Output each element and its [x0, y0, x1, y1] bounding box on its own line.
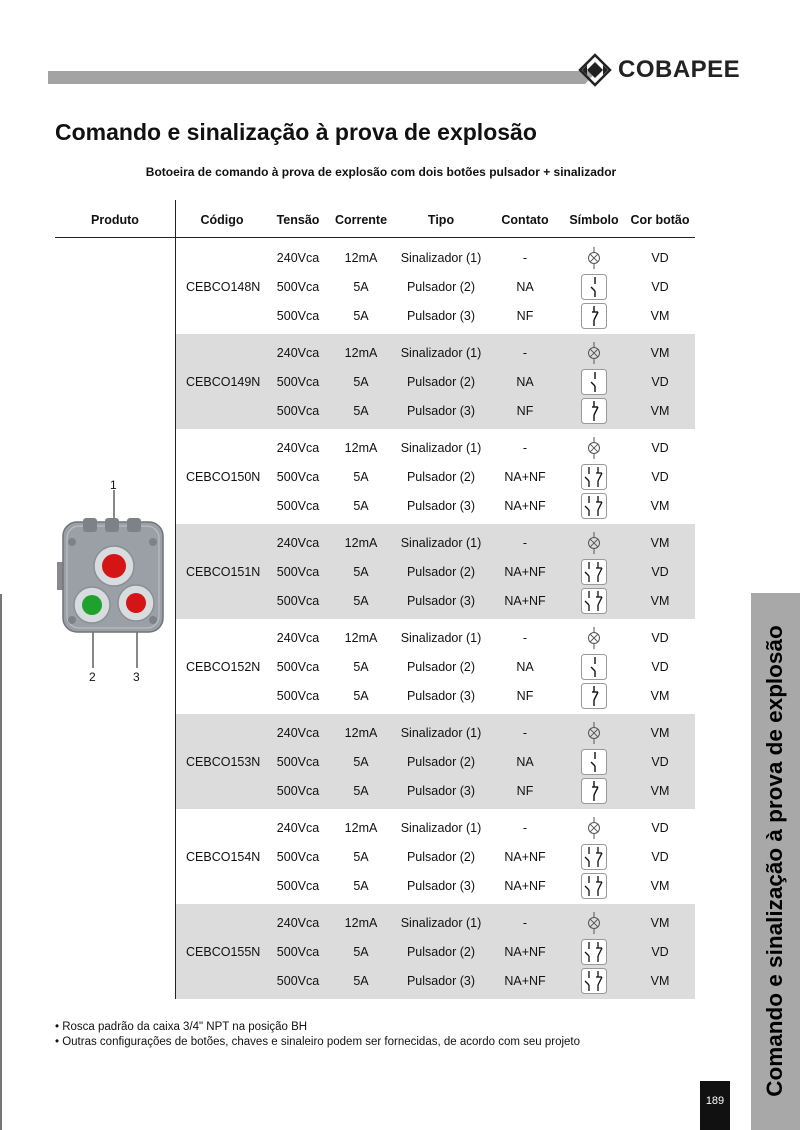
- cell-contato: -: [522, 250, 528, 265]
- product-group: [176, 429, 695, 524]
- lamp-icon: [581, 720, 607, 746]
- cobapee-logo-icon: [578, 53, 612, 87]
- cell-tensao: 240Vca: [276, 630, 320, 645]
- table-row: [176, 491, 695, 520]
- cell-cor: VM: [650, 915, 670, 930]
- col-header-corrente: Corrente: [334, 213, 388, 227]
- cell-tensao: 500Vca: [276, 279, 320, 294]
- footnote-configurations: • Outras configurações de botões, chaves e sinaleiro podem ser fornecidas, de acordo com seu projeto: [55, 1036, 581, 1048]
- cell-cor: VD: [651, 820, 669, 835]
- col-header-cor-botao: Cor botão: [630, 213, 690, 227]
- na-contact-icon: [581, 274, 607, 300]
- cell-corrente: 5A: [353, 783, 369, 798]
- product-code: CEBCO150N: [186, 469, 261, 484]
- red-indicator-lamp-icon: [102, 554, 126, 578]
- header-divider: [55, 237, 695, 238]
- table-row: [176, 813, 695, 842]
- cell-tipo: Sinalizador (1): [400, 345, 482, 360]
- cell-corrente: 5A: [353, 308, 369, 323]
- cell-contato: NA: [516, 279, 534, 294]
- cell-contato: -: [522, 630, 528, 645]
- cell-corrente: 12mA: [344, 535, 378, 550]
- cell-contato: NA: [516, 754, 534, 769]
- cell-corrente: 5A: [353, 498, 369, 513]
- cell-tensao: 500Vca: [276, 688, 320, 703]
- cell-corrente: 12mA: [344, 725, 378, 740]
- product-group: [176, 239, 695, 334]
- cell-tipo: Pulsador (3): [406, 973, 476, 988]
- cell-contato: -: [522, 725, 528, 740]
- na-nf-contact-icon: [581, 559, 607, 585]
- cell-cor: VM: [650, 308, 670, 323]
- cell-cor: VM: [650, 498, 670, 513]
- cell-cor: VM: [650, 688, 670, 703]
- cell-cor: VD: [651, 630, 669, 645]
- cell-tipo: Pulsador (3): [406, 308, 476, 323]
- cell-tipo: Pulsador (2): [406, 374, 476, 389]
- header-bar: [48, 71, 585, 84]
- col-header-tensao: Tensão: [276, 213, 320, 227]
- na-nf-contact-icon: [581, 588, 607, 614]
- nf-contact-icon: [581, 683, 607, 709]
- cell-cor: VM: [650, 783, 670, 798]
- cell-corrente: 5A: [353, 688, 369, 703]
- cell-corrente: 5A: [353, 593, 369, 608]
- table-row: [176, 652, 695, 681]
- cell-tensao: 500Vca: [276, 374, 320, 389]
- cell-corrente: 5A: [353, 279, 369, 294]
- table-row: [176, 776, 695, 805]
- cell-cor: VD: [651, 279, 669, 294]
- lamp-icon: [581, 625, 607, 651]
- cell-contato: NA: [516, 659, 534, 674]
- cell-tensao: 500Vca: [276, 469, 320, 484]
- table-row: [176, 871, 695, 900]
- cell-tensao: 500Vca: [276, 944, 320, 959]
- cell-corrente: 5A: [353, 754, 369, 769]
- product-code: CEBCO154N: [186, 849, 261, 864]
- cell-contato: -: [522, 915, 528, 930]
- nf-contact-icon: [581, 778, 607, 804]
- product-group: [176, 619, 695, 714]
- cell-corrente: 12mA: [344, 250, 378, 265]
- product-group: [176, 714, 695, 809]
- callout-2: 2: [89, 670, 96, 684]
- cell-tensao: 240Vca: [276, 725, 320, 740]
- cell-tensao: 240Vca: [276, 250, 320, 265]
- cell-tensao: 500Vca: [276, 973, 320, 988]
- cell-contato: NF: [516, 783, 534, 798]
- cell-contato: NA+NF: [504, 878, 546, 893]
- cell-tensao: 240Vca: [276, 915, 320, 930]
- cell-tipo: Sinalizador (1): [400, 820, 482, 835]
- product-code: CEBCO155N: [186, 944, 261, 959]
- nf-contact-icon: [581, 303, 607, 329]
- lamp-icon: [581, 340, 607, 366]
- product-group: [176, 809, 695, 904]
- cell-contato: NA: [516, 374, 534, 389]
- page-number: 189: [705, 1095, 725, 1107]
- cell-cor: VD: [651, 944, 669, 959]
- footnote-thread: • Rosca padrão da caixa 3/4" NPT na posição BH: [55, 1021, 308, 1033]
- table-row: [176, 718, 695, 747]
- callout-1: 1: [110, 478, 117, 492]
- col-header-tipo: Tipo: [427, 213, 455, 227]
- product-illustration: [55, 470, 170, 690]
- cell-tipo: Pulsador (3): [406, 403, 476, 418]
- cell-tipo: Pulsador (2): [406, 564, 476, 579]
- cell-contato: NA+NF: [504, 944, 546, 959]
- cell-cor: VM: [650, 878, 670, 893]
- cell-tensao: 500Vca: [276, 754, 320, 769]
- cell-contato: NA+NF: [504, 564, 546, 579]
- col-header-codigo: Código: [200, 213, 244, 227]
- table-row: [176, 966, 695, 995]
- callout-3: 3: [133, 670, 140, 684]
- table-row: [176, 301, 695, 330]
- cell-tensao: 500Vca: [276, 783, 320, 798]
- cell-contato: NA+NF: [504, 498, 546, 513]
- cell-cor: VD: [651, 659, 669, 674]
- table-row: [176, 528, 695, 557]
- col-header-contato: Contato: [501, 213, 549, 227]
- na-nf-contact-icon: [581, 464, 607, 490]
- cell-corrente: 5A: [353, 944, 369, 959]
- cell-tensao: 500Vca: [276, 659, 320, 674]
- product-code: CEBCO149N: [186, 374, 261, 389]
- cell-tipo: Sinalizador (1): [400, 630, 482, 645]
- cell-tipo: Pulsador (2): [406, 944, 476, 959]
- table-row: [176, 842, 695, 871]
- col-header-produto: Produto: [91, 213, 139, 227]
- cell-corrente: 12mA: [344, 345, 378, 360]
- table-row: [176, 586, 695, 615]
- cell-cor: VM: [650, 345, 670, 360]
- cell-tipo: Pulsador (3): [406, 498, 476, 513]
- cell-tensao: 500Vca: [276, 849, 320, 864]
- product-group: [176, 904, 695, 999]
- na-nf-contact-icon: [581, 968, 607, 994]
- cell-tipo: Sinalizador (1): [400, 535, 482, 550]
- na-nf-contact-icon: [581, 844, 607, 870]
- table-row: [176, 462, 695, 491]
- na-nf-contact-icon: [581, 939, 607, 965]
- footnotes: [55, 1020, 580, 1050]
- cell-cor: VM: [650, 403, 670, 418]
- cell-cor: VD: [651, 469, 669, 484]
- table-row: [176, 396, 695, 425]
- cell-tipo: Pulsador (3): [406, 688, 476, 703]
- product-code: CEBCO151N: [186, 564, 261, 579]
- table-row: [176, 681, 695, 710]
- brand-name: COBAPEE: [618, 56, 741, 83]
- cell-contato: NF: [516, 688, 534, 703]
- cell-contato: NA+NF: [504, 973, 546, 988]
- cell-cor: VM: [650, 593, 670, 608]
- cell-cor: VM: [650, 973, 670, 988]
- table-row: [176, 747, 695, 776]
- na-nf-contact-icon: [581, 873, 607, 899]
- lamp-icon: [581, 910, 607, 936]
- cell-tensao: 500Vca: [276, 403, 320, 418]
- cell-tipo: Pulsador (2): [406, 754, 476, 769]
- cell-corrente: 5A: [353, 564, 369, 579]
- product-group: [176, 334, 695, 429]
- cell-tensao: 500Vca: [276, 593, 320, 608]
- cell-corrente: 5A: [353, 403, 369, 418]
- cell-corrente: 12mA: [344, 630, 378, 645]
- cell-contato: NF: [516, 308, 534, 323]
- cell-corrente: 5A: [353, 973, 369, 988]
- cell-contato: NA+NF: [504, 469, 546, 484]
- cell-tensao: 240Vca: [276, 345, 320, 360]
- cell-tensao: 240Vca: [276, 535, 320, 550]
- table-subtitle: Botoeira de comando à prova de explosão com dois botões pulsador + sinalizador: [145, 165, 617, 179]
- table-row: [176, 338, 695, 367]
- cell-cor: VD: [651, 849, 669, 864]
- cell-corrente: 12mA: [344, 440, 378, 455]
- cell-tipo: Pulsador (3): [406, 878, 476, 893]
- table-row: [176, 623, 695, 652]
- cell-tipo: Pulsador (3): [406, 593, 476, 608]
- product-code: CEBCO148N: [186, 279, 261, 294]
- cell-tipo: Sinalizador (1): [400, 725, 482, 740]
- cell-cor: VD: [651, 374, 669, 389]
- cell-cor: VD: [651, 250, 669, 265]
- cell-corrente: 12mA: [344, 820, 378, 835]
- cell-corrente: 12mA: [344, 915, 378, 930]
- cell-contato: -: [522, 535, 528, 550]
- side-tab-label: Comando e sinalização à prova de explosão: [762, 625, 787, 1097]
- table-row: [176, 243, 695, 272]
- cell-tensao: 240Vca: [276, 440, 320, 455]
- cell-cor: VD: [651, 754, 669, 769]
- cell-tensao: 500Vca: [276, 308, 320, 323]
- table-row: [176, 433, 695, 462]
- lamp-icon: [581, 530, 607, 556]
- cell-corrente: 5A: [353, 849, 369, 864]
- red-push-button-icon: [126, 593, 146, 613]
- na-contact-icon: [581, 369, 607, 395]
- lamp-icon: [581, 435, 607, 461]
- cell-tipo: Pulsador (2): [406, 849, 476, 864]
- cell-contato: NA+NF: [504, 593, 546, 608]
- cell-tipo: Pulsador (2): [406, 659, 476, 674]
- left-edge-line: [0, 594, 2, 1130]
- cell-contato: NF: [516, 403, 534, 418]
- cell-contato: -: [522, 440, 528, 455]
- product-group: [176, 524, 695, 619]
- cell-corrente: 5A: [353, 374, 369, 389]
- cell-tipo: Sinalizador (1): [400, 915, 482, 930]
- cell-tipo: Sinalizador (1): [400, 250, 482, 265]
- cell-tipo: Pulsador (2): [406, 279, 476, 294]
- cell-tensao: 500Vca: [276, 878, 320, 893]
- cell-tensao: 240Vca: [276, 820, 320, 835]
- cell-tensao: 500Vca: [276, 498, 320, 513]
- brand-logo: [578, 52, 740, 88]
- table-row: [176, 908, 695, 937]
- cell-corrente: 5A: [353, 469, 369, 484]
- cell-contato: NA+NF: [504, 849, 546, 864]
- cell-cor: VD: [651, 564, 669, 579]
- na-nf-contact-icon: [581, 493, 607, 519]
- na-contact-icon: [581, 749, 607, 775]
- table-row: [176, 937, 695, 966]
- table-row: [176, 557, 695, 586]
- cell-contato: -: [522, 345, 528, 360]
- table-row: [176, 272, 695, 301]
- product-code: CEBCO152N: [186, 659, 261, 674]
- page-number-box: [700, 1081, 730, 1130]
- green-push-button-icon: [82, 595, 102, 615]
- cell-cor: VM: [650, 725, 670, 740]
- product-code: CEBCO153N: [186, 754, 261, 769]
- lamp-icon: [581, 815, 607, 841]
- na-contact-icon: [581, 654, 607, 680]
- cell-tipo: Pulsador (2): [406, 469, 476, 484]
- cell-corrente: 5A: [353, 878, 369, 893]
- cell-tipo: Pulsador (3): [406, 783, 476, 798]
- cell-contato: -: [522, 820, 528, 835]
- cell-tipo: Sinalizador (1): [400, 440, 482, 455]
- col-header-simbolo: Símbolo: [569, 213, 619, 227]
- nf-contact-icon: [581, 398, 607, 424]
- lamp-icon: [581, 245, 607, 271]
- cell-cor: VM: [650, 535, 670, 550]
- cell-corrente: 5A: [353, 659, 369, 674]
- page-title: Comando e sinalização à prova de explosão: [55, 119, 537, 145]
- cell-tensao: 500Vca: [276, 564, 320, 579]
- cell-cor: VD: [651, 440, 669, 455]
- table-row: [176, 367, 695, 396]
